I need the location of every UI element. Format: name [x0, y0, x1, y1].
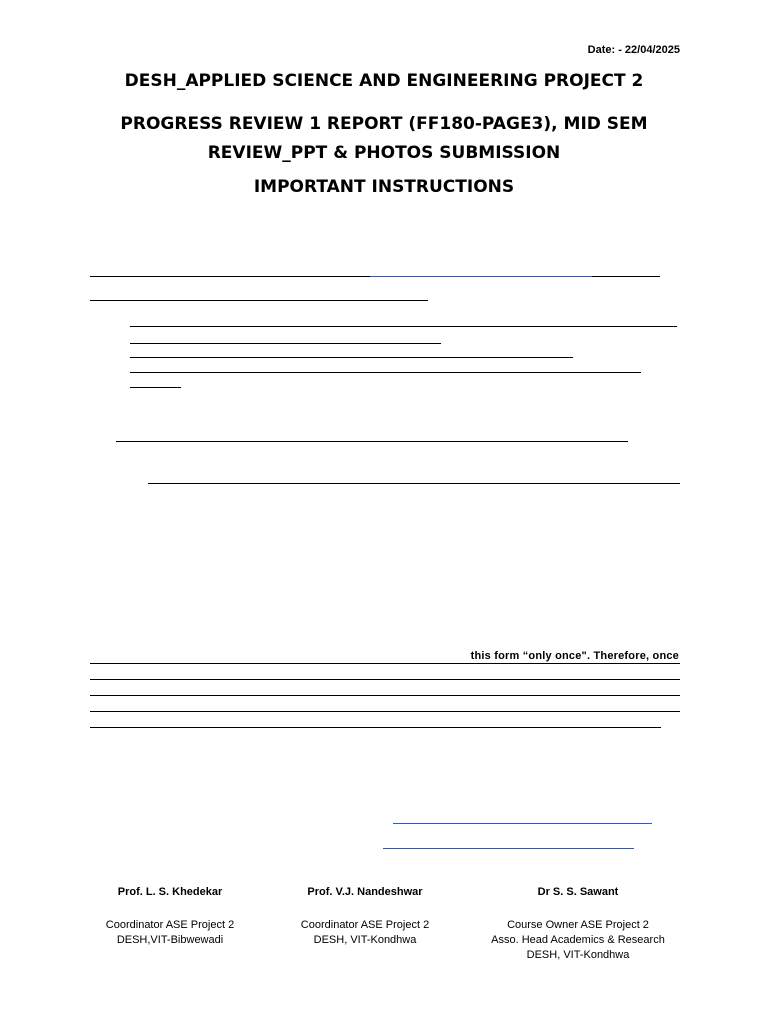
signatory-campus: DESH, VIT-Kondhwa [313, 934, 417, 946]
underline-rule [90, 695, 680, 696]
underline-rule [116, 441, 628, 442]
underline-rule [90, 679, 680, 680]
underline-rule [90, 663, 680, 664]
underline-rule [90, 727, 661, 728]
signatory-khedekar [70, 886, 270, 948]
underline-rule [130, 372, 641, 373]
signatory-name: Dr S. S. Sawant [537, 886, 619, 898]
underline-rule [90, 711, 680, 712]
signatory-role: Coordinator ASE Project 2 [105, 919, 235, 931]
subtitle-line-1: PROGRESS REVIEW 1 REPORT (FF180-PAGE3), MID SEM [120, 114, 648, 134]
underline-rule [130, 357, 573, 358]
date-label: Date: - 22/04/2025 [587, 44, 680, 56]
document-title: DESH_APPLIED SCIENCE AND ENGINEERING PROJECT 2 [124, 71, 644, 91]
link-underline[interactable] [393, 823, 652, 824]
underline-rule [90, 300, 428, 301]
instructions-heading: IMPORTANT INSTRUCTIONS [253, 177, 515, 197]
subtitle-line-2: REVIEW_PPT & PHOTOS SUBMISSION [207, 143, 561, 163]
underline-rule [130, 343, 441, 344]
instruction-fragment: this form “only once". Therefore, once [470, 650, 679, 662]
underline-rule [592, 276, 660, 277]
signatory-campus: DESH,VIT-Bibwewadi [116, 934, 224, 946]
signatory-position: Asso. Head Academics & Research [491, 934, 665, 946]
underline-rule [148, 483, 680, 484]
signatory-role: Coordinator ASE Project 2 [300, 919, 430, 931]
underline-rule [90, 276, 370, 277]
signatory-role: Course Owner ASE Project 2 [507, 919, 649, 931]
document-subtitle [0, 110, 768, 168]
link-underline[interactable] [383, 848, 634, 849]
link-underline[interactable] [370, 276, 592, 277]
underline-rule [130, 387, 181, 388]
signatory-sawant [473, 886, 683, 963]
signatory-campus: DESH, VIT-Kondhwa [526, 949, 630, 961]
signatory-name: Prof. L. S. Khedekar [117, 886, 223, 898]
underline-rule [130, 326, 677, 327]
signatory-nandeshwar [265, 886, 465, 948]
signatory-name: Prof. V.J. Nandeshwar [307, 886, 423, 898]
